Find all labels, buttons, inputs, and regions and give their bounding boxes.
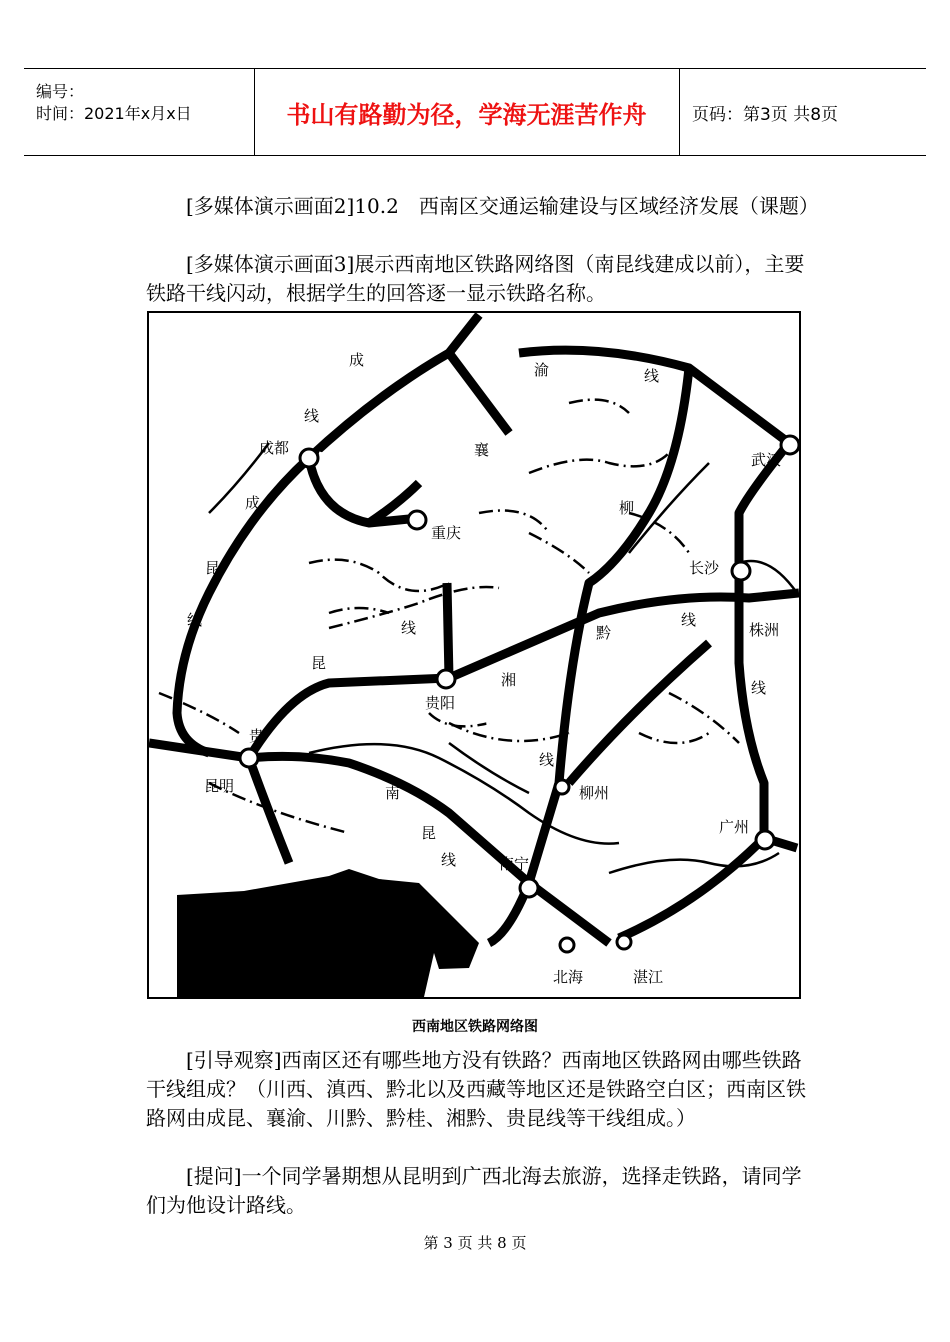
paragraph-title: [多媒体演示画面2]10.2 西南区交通运输建设与区域经济发展（课题）	[186, 194, 819, 218]
time-label: 时间：2021年x月x日	[36, 104, 192, 123]
line-char: 湘	[501, 671, 517, 689]
city-guiyang: 贵阳	[425, 694, 456, 712]
line-char: 线	[441, 851, 457, 869]
line-char: 黔	[596, 624, 612, 642]
line-char: 贵	[249, 727, 265, 745]
document-header	[24, 68, 926, 156]
line-char: 昆	[205, 559, 221, 577]
coastline	[177, 869, 479, 997]
paragraph-guide: [引导观察]西南区还有哪些地方没有铁路？西南地区铁路网由哪些铁路干线组成？（川西、滇西、黔北以及西藏等地区还是铁路空白区；西南区铁路网由成昆、襄渝、川黔、黔桂、湘黔、贵昆线等干线组成。）	[146, 1048, 806, 1130]
city-nanning: 南宁	[499, 855, 530, 873]
line-char: 渝	[534, 361, 550, 379]
city-changsha: 长沙	[689, 559, 720, 577]
railway-map	[147, 311, 801, 999]
line-char: 柳	[619, 499, 635, 517]
number-label: 编号：	[36, 82, 85, 101]
city-chongqing: 重庆	[431, 524, 462, 542]
header-motto: 书山有路勤为径，学海无涯苦作舟	[286, 100, 647, 129]
page-code: 页码：第3页 共8页	[692, 104, 839, 125]
city-guangzhou: 广州	[719, 818, 750, 836]
railway-map-svg	[149, 313, 799, 997]
line-char: 昆	[421, 824, 437, 842]
page-footer: 第 3 页 共 8 页	[423, 1234, 527, 1252]
line-char: 线	[644, 367, 660, 385]
line-char: 成	[245, 494, 261, 512]
line-char: 线	[539, 751, 555, 769]
map-caption: 西南地区铁路网络图	[412, 1019, 538, 1035]
header-meta	[36, 81, 192, 125]
line-char: 襄	[474, 441, 490, 459]
city-beihai: 北海	[553, 968, 584, 986]
line-char: 线	[304, 407, 320, 425]
city-zhuzhou: 株洲	[749, 621, 780, 639]
paragraph-question: [提问]一个同学暑期想从昆明到广西北海去旅游，选择走铁路，请同学们为他设计路线。	[146, 1164, 802, 1217]
paragraph-intro: [多媒体演示画面3]展示西南地区铁路网络图（南昆线建成以前），主要铁路干线闪动，根据学生的回答逐一显示铁路名称。	[146, 252, 805, 305]
line-char: 线	[751, 679, 767, 697]
header-divider	[679, 69, 680, 155]
city-wuhan: 武汉	[751, 451, 782, 469]
city-chengdu: 成都	[259, 439, 290, 457]
line-char: 线	[681, 611, 697, 629]
city-kunming: 昆明	[204, 777, 235, 795]
city-liuzhou: 柳州	[579, 784, 610, 802]
line-char: 昆	[311, 654, 327, 672]
line-char: 线	[187, 611, 203, 629]
railway-lines	[149, 315, 799, 943]
line-char: 成	[349, 351, 365, 369]
city-zhanjiang: 湛江	[633, 968, 664, 986]
line-char: 南	[385, 784, 401, 802]
line-char: 线	[401, 619, 417, 637]
